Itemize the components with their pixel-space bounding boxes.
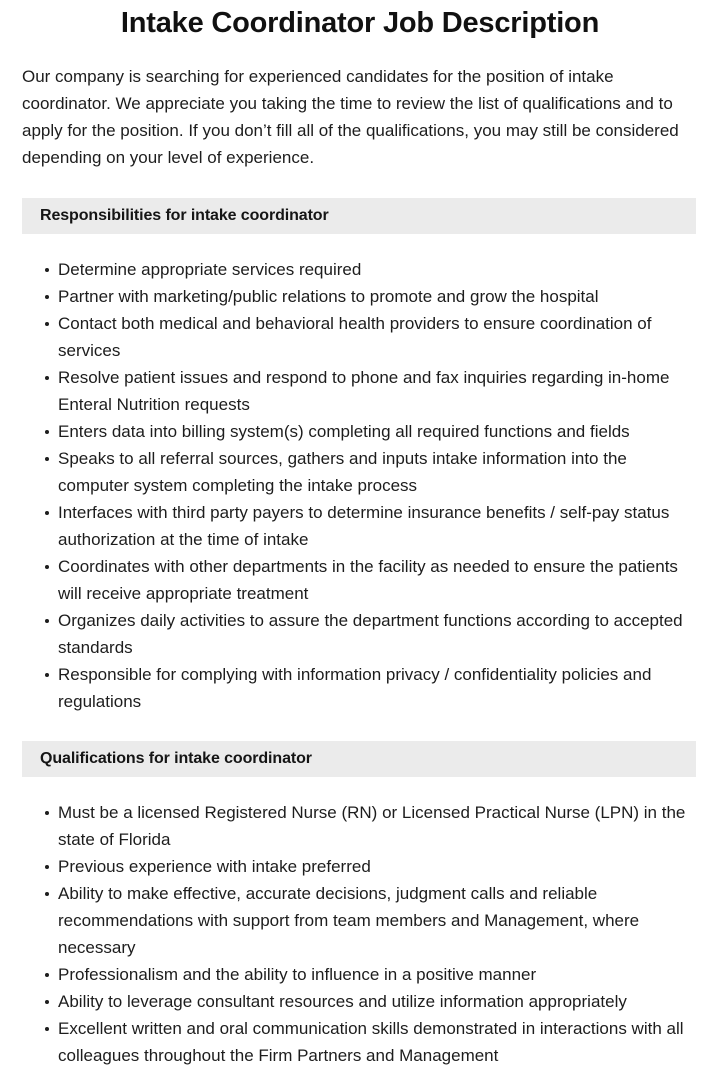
section-responsibilities bbox=[0, 198, 720, 715]
responsibilities-list bbox=[0, 234, 720, 715]
bottom-spacer bbox=[0, 1069, 720, 1091]
section-heading-label: Responsibilities for intake coordinator bbox=[40, 207, 329, 224]
intro-paragraph: Our company is searching for experienced candidates for the position of intake coordinator. We appreciate you taking the time to review the list of qualifications and to apply for the position. If you don’t fill all of the qualifications, you may still be considered depending on your level of experience. bbox=[22, 67, 679, 167]
list-item: Determine appropriate services required bbox=[58, 256, 696, 283]
list-item: Responsible for complying with information privacy / confidentiality policies and regulations bbox=[58, 661, 696, 715]
list-item: Speaks to all referral sources, gathers and inputs intake information into the computer system completing the intake process bbox=[58, 445, 696, 499]
list-item: Resolve patient issues and respond to phone and fax inquiries regarding in-home Enteral Nutrition requests bbox=[58, 364, 696, 418]
list-item: Contact both medical and behavioral health providers to ensure coordination of services bbox=[58, 310, 696, 364]
qualifications-list bbox=[0, 777, 720, 1069]
list-item: Excellent written and oral communication skills demonstrated in interactions with all colleagues throughout the Firm Partners and Management bbox=[58, 1015, 696, 1069]
list-item: Must be a licensed Registered Nurse (RN) or Licensed Practical Nurse (LPN) in the state of Florida bbox=[58, 799, 696, 853]
list-item: Ability to make effective, accurate decisions, judgment calls and reliable recommendations with support from team members and Management, where necessary bbox=[58, 880, 696, 961]
page-title: Intake Coordinator Job Description bbox=[120, 7, 600, 39]
section-header-qualifications bbox=[22, 741, 696, 777]
list-item: Coordinates with other departments in the facility as needed to ensure the patients will receive appropriate treatment bbox=[58, 553, 696, 607]
section-heading-label: Qualifications for intake coordinator bbox=[40, 750, 312, 767]
list-item: Professionalism and the ability to influence in a positive manner bbox=[58, 961, 696, 988]
section-header-responsibilities bbox=[22, 198, 696, 234]
list-item: Previous experience with intake preferred bbox=[58, 853, 696, 880]
section-qualifications bbox=[0, 741, 720, 1069]
list-item: Partner with marketing/public relations to promote and grow the hospital bbox=[58, 283, 696, 310]
list-item: Organizes daily activities to assure the department functions according to accepted standards bbox=[58, 607, 696, 661]
list-item: Ability to leverage consultant resources and utilize information appropriately bbox=[58, 988, 696, 1015]
list-item: Interfaces with third party payers to determine insurance benefits / self-pay status authorization at the time of intake bbox=[58, 499, 696, 553]
list-item: Enters data into billing system(s) completing all required functions and fields bbox=[58, 418, 696, 445]
